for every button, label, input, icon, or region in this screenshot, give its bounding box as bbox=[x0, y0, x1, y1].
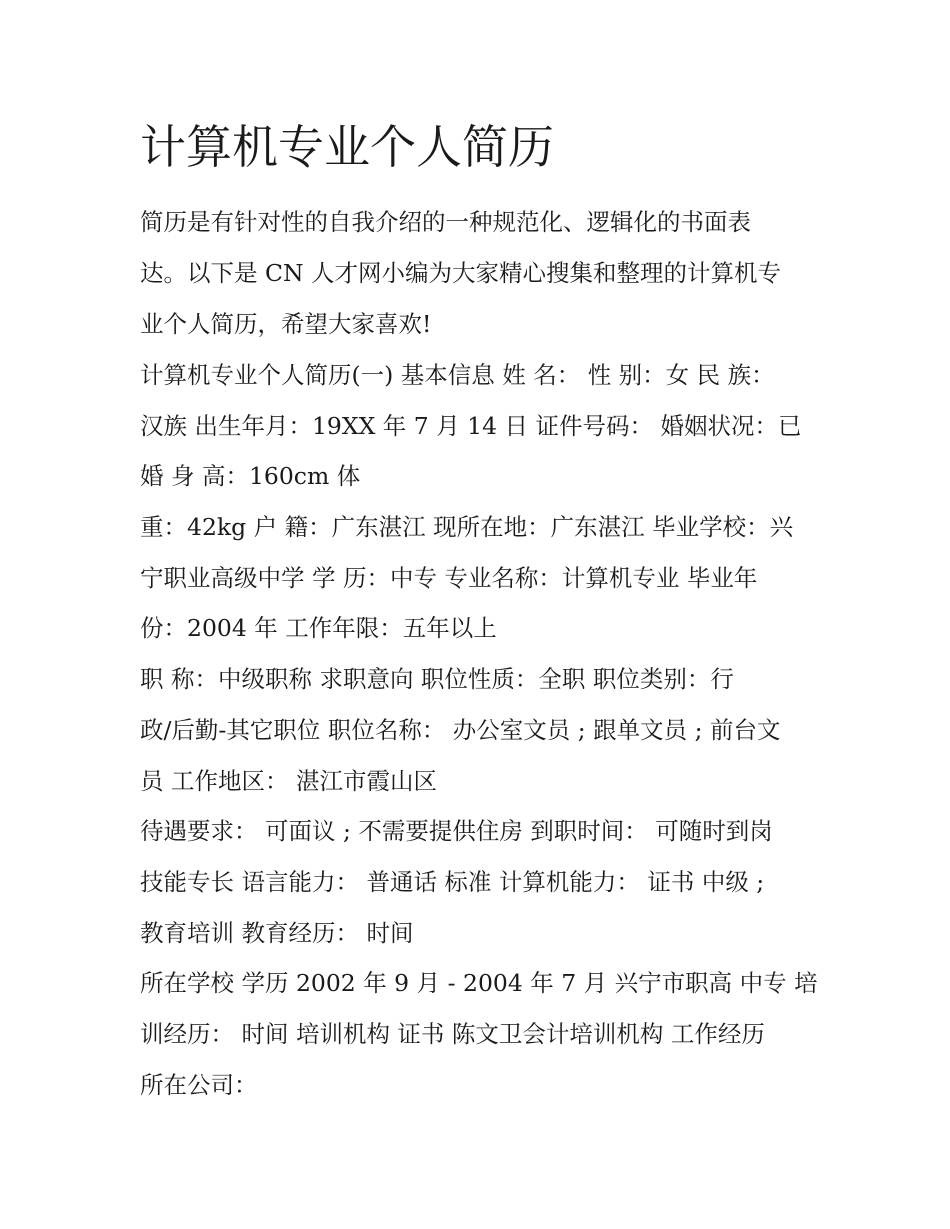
body-line: 婚 身 高：160cm 体 bbox=[140, 462, 361, 490]
body-line: 达。以下是 CN 人才网小编为大家精心搜集和整理的计算机专 bbox=[140, 259, 781, 287]
body-line: 政/后勤-其它职位 职位名称： 办公室文员 ; 跟单文员 ; 前台文 bbox=[140, 716, 781, 744]
body-line: 所在学校 学历 2002 年 9 月 - 2004 年 7 月 兴宁市职高 中专 培 bbox=[140, 969, 818, 997]
body-line: 待遇要求： 可面议 ; 不需要提供住房 到职时间： 可随时到岗 bbox=[140, 817, 773, 845]
body-line: 宁职业高级中学 学 历：中专 专业名称：计算机专业 毕业年 bbox=[140, 564, 758, 592]
body-line: 所在公司： bbox=[140, 1071, 258, 1099]
body-line: 员 工作地区： 湛江市霞山区 bbox=[140, 767, 437, 795]
page-title: 计算机专业个人简历 bbox=[140, 120, 554, 174]
body-line: 业个人简历，希望大家喜欢! bbox=[140, 310, 432, 338]
body-line: 职 称：中级职称 求职意向 职位性质：全职 职位类别：行 bbox=[140, 665, 734, 693]
body-line: 汉族 出生年月：19XX 年 7 月 14 日 证件号码： 婚姻状况：已 bbox=[140, 412, 802, 440]
body-line: 份：2004 年 工作年限：五年以上 bbox=[140, 614, 497, 642]
body-line: 简历是有针对性的自我介绍的一种规范化、逻辑化的书面表 bbox=[140, 208, 751, 236]
body-line: 重：42kg 户 籍：广东湛江 现所在地：广东湛江 毕业学校：兴 bbox=[140, 513, 794, 541]
body-line: 训经历： 时间 培训机构 证书 陈文卫会计培训机构 工作经历 bbox=[140, 1020, 765, 1048]
body-line: 教育培训 教育经历： 时间 bbox=[140, 919, 414, 947]
body-line: 计算机专业个人简历(一) 基本信息 姓 名： 性 别：女 民 族： bbox=[140, 361, 775, 389]
body-line: 技能专长 语言能力： 普通话 标准 计算机能力： 证书 中级 ; bbox=[140, 868, 765, 896]
